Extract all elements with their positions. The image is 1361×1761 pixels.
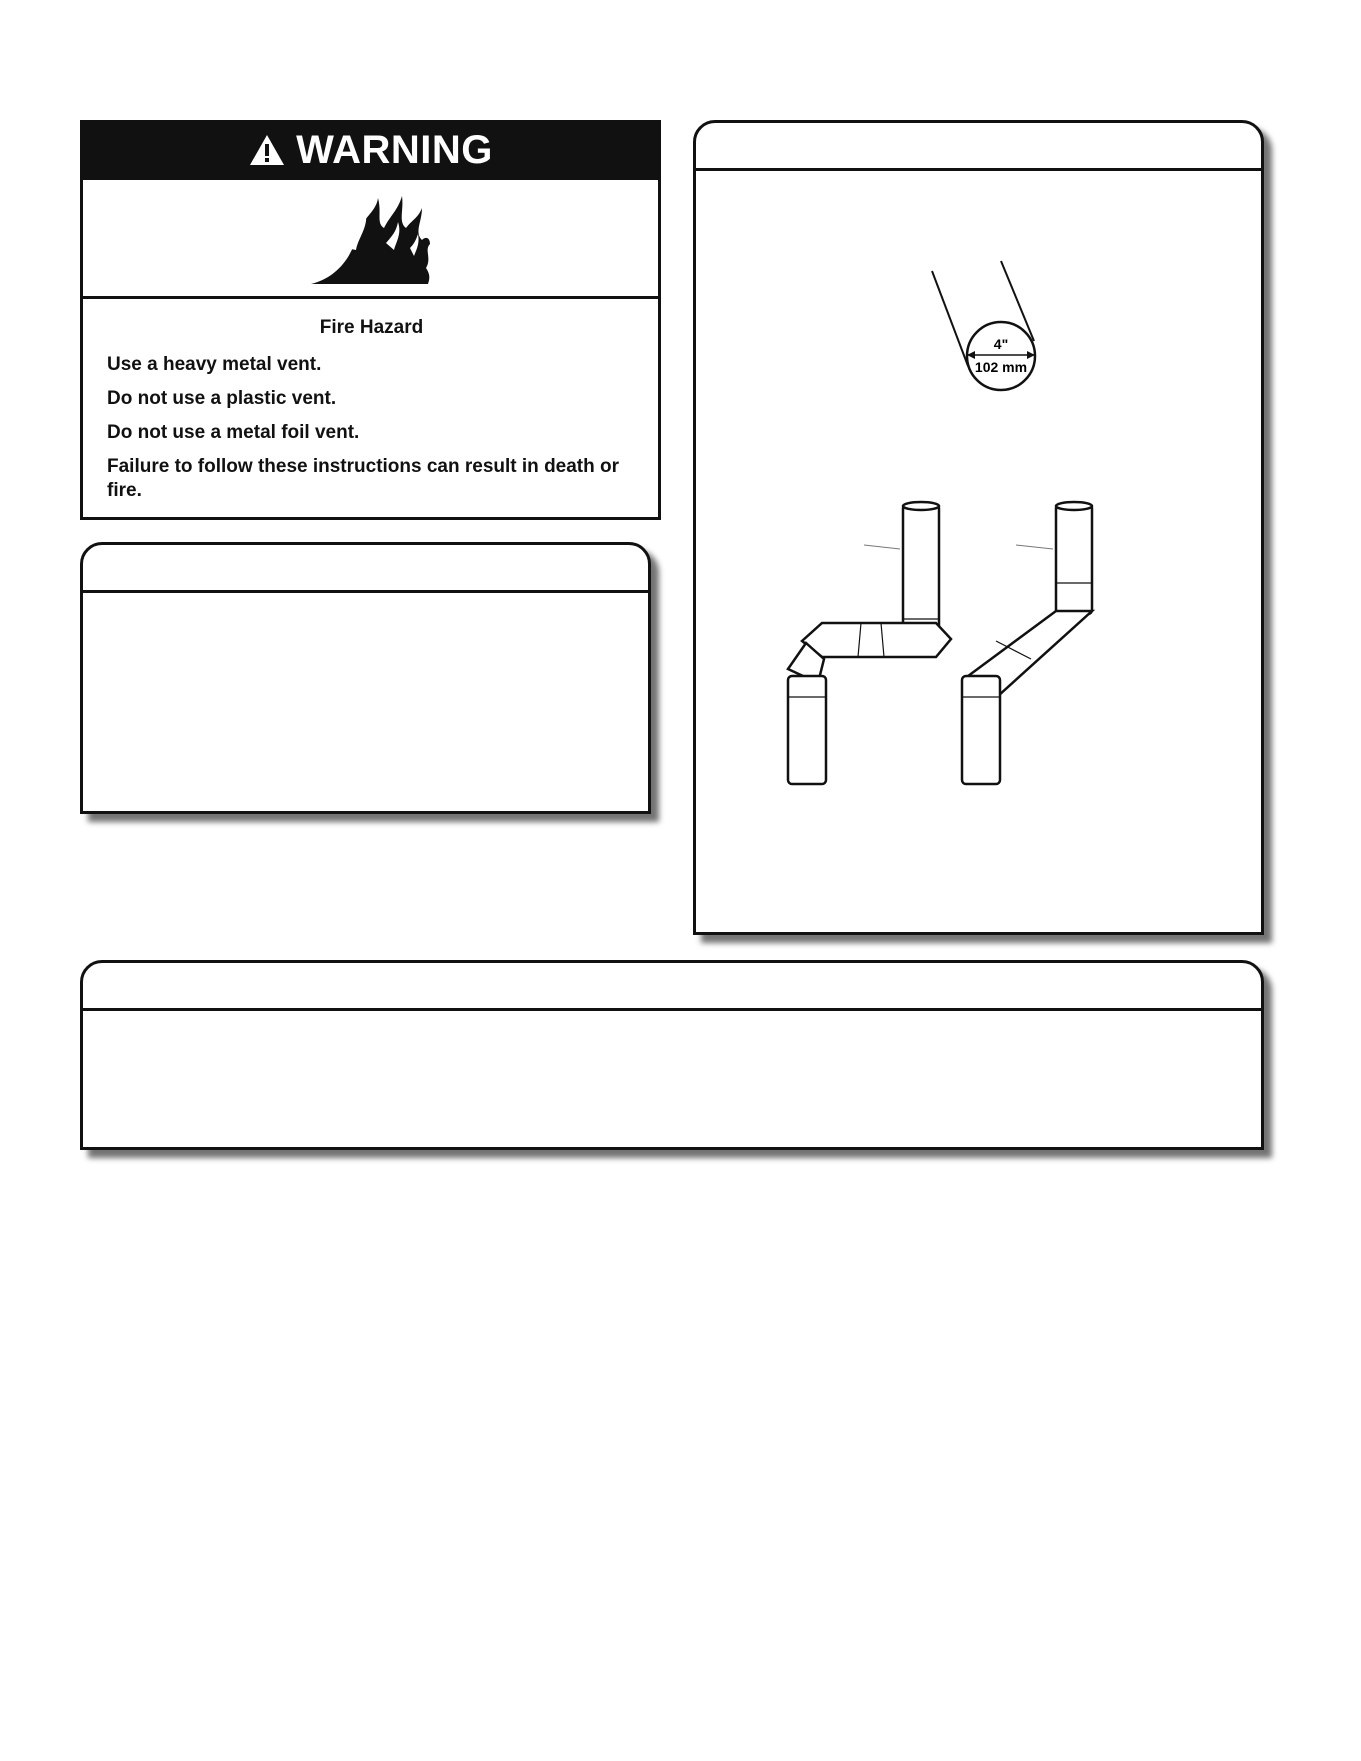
panel-header	[696, 123, 1261, 171]
panel-header	[83, 963, 1261, 1011]
vent-diagram-panel	[693, 120, 1264, 935]
offset-vent-elbows-illustration	[788, 502, 951, 784]
info-panel-wide	[80, 960, 1264, 1150]
warning-body	[83, 299, 658, 503]
vent-diagram	[696, 171, 1261, 931]
warning-label	[80, 120, 661, 520]
info-panel-left	[80, 542, 651, 814]
hazard-title: Fire Hazard	[319, 317, 424, 338]
offset-vent-angled-illustration	[962, 502, 1092, 784]
panel-header	[83, 545, 648, 593]
alert-triangle-icon	[248, 133, 286, 167]
warning-line: Do not use a metal foil vent.	[107, 422, 360, 443]
warning-line: Failure to follow these instructions can result in death or fire.	[107, 456, 620, 501]
fire-hazard-symbol	[83, 177, 658, 299]
vent-diameter-illustration	[932, 261, 1035, 390]
fire-icon	[306, 188, 436, 288]
warning-line: Use a heavy metal vent.	[107, 354, 322, 375]
diameter-mm-label: 102 mm	[974, 359, 1028, 375]
diameter-inch-label: 4"	[993, 336, 1009, 352]
warning-line: Do not use a plastic vent.	[107, 388, 337, 409]
warning-header	[83, 123, 658, 177]
warning-title: WARNING	[296, 127, 493, 172]
